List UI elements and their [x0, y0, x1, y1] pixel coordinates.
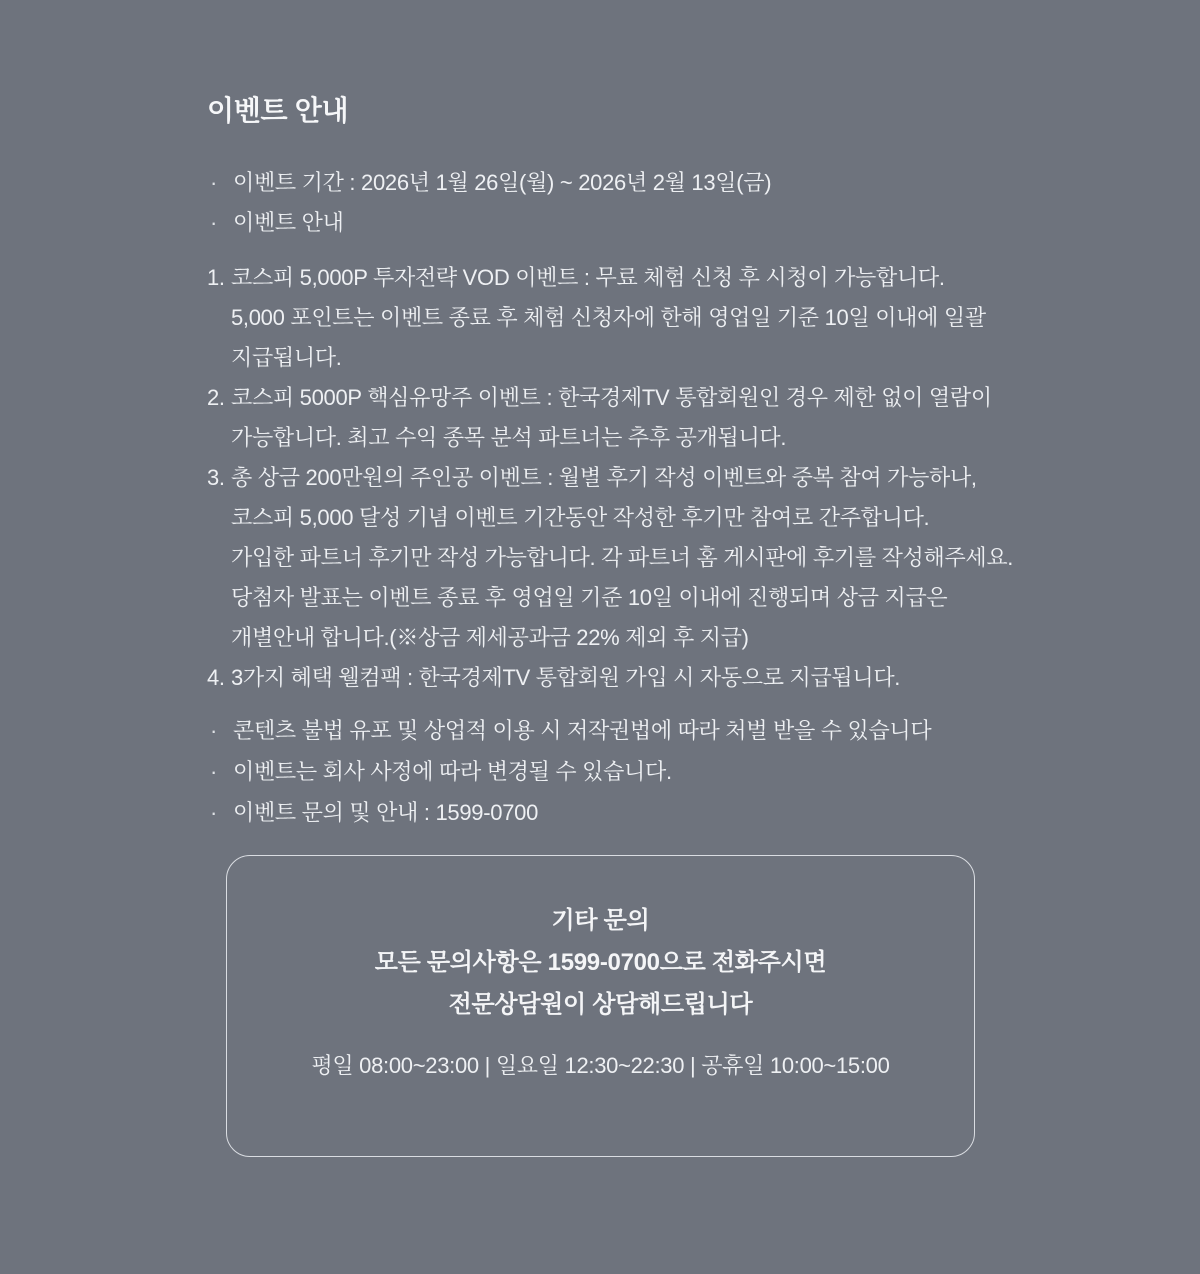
contact-box	[226, 855, 975, 1157]
event-period-text: 이벤트 기간 : 2026년 1월 26일(월) ~ 2026년 2월 13일(금)	[233, 170, 772, 195]
change-notice-text: 이벤트는 회사 사정에 따라 변경될 수 있습니다.	[233, 759, 672, 784]
item-text-block	[231, 378, 992, 458]
item-text-line: 코스피 5000P 핵심유망주 이벤트 : 한국경제TV 통합회원인 경우 제한 없이 열람이	[231, 385, 992, 410]
event-guide-text: 이벤트 안내	[233, 210, 344, 235]
item-text-line: 5,000 포인트는 이벤트 종료 후 체험 신청자에 한해 영업일 기준 10일 이내에 일괄	[231, 305, 986, 330]
contact-box-agent-line: 전문상담원이 상담해드립니다	[448, 991, 753, 1018]
bullet-dot-icon: ·	[210, 759, 218, 784]
bullet-dot-icon: ·	[210, 210, 218, 235]
item-number: 3.	[207, 465, 225, 490]
item-number: 4.	[207, 665, 225, 690]
list-item-copyright-notice	[207, 710, 1100, 751]
contact-box-hours: 평일 08:00~23:00 | 일요일 12:30~22:30 | 공휴일 10:00~15:00	[311, 1053, 890, 1078]
contact-box-title: 기타 문의	[551, 907, 650, 934]
item-number: 1.	[207, 265, 225, 290]
item-text-line: 코스피 5,000 달성 기념 이벤트 기간동안 작성한 후기만 참여로 간주합니다.	[231, 505, 930, 530]
list-item-contact-notice	[207, 792, 1100, 833]
bullet-dot-icon: ·	[210, 170, 218, 195]
item-text-line: 총 상금 200만원의 주인공 이벤트 : 월별 후기 작성 이벤트와 중복 참여 가능하나,	[231, 465, 977, 490]
event-info-bullet-list	[207, 163, 1100, 243]
item-text-block	[231, 458, 1013, 658]
event-detail-item-2	[207, 378, 1100, 458]
item-text-line: 가입한 파트너 후기만 작성 가능합니다. 각 파트너 홈 게시판에 후기를 작성해주세요.	[231, 545, 1014, 570]
page-title: 이벤트 안내	[207, 95, 349, 126]
item-text-line: 코스피 5,000P 투자전략 VOD 이벤트 : 무료 체험 신청 후 시청이 가능합니다.	[231, 265, 945, 290]
event-detail-item-4	[207, 658, 1100, 698]
notice-bullet-list	[207, 710, 1100, 833]
item-text-line: 개별안내 합니다.(※상금 제세공과금 22% 제외 후 지급)	[231, 625, 749, 650]
event-detail-item-1	[207, 258, 1100, 378]
event-detail-list	[207, 258, 1100, 698]
item-text-line: 가능합니다. 최고 수익 종목 분석 파트너는 추후 공개됩니다.	[231, 425, 787, 450]
item-text-block	[231, 658, 900, 698]
item-text-line: 3가지 혜택 웰컴팩 : 한국경제TV 통합회원 가입 시 자동으로 지급됩니다.	[231, 665, 901, 690]
bullet-dot-icon: ·	[210, 800, 218, 825]
item-text-line: 지급됩니다.	[231, 345, 342, 370]
list-item-change-notice	[207, 751, 1100, 792]
copyright-notice-text: 콘텐츠 불법 유포 및 상업적 이용 시 저작권법에 따라 처벌 받을 수 있습니다	[233, 718, 932, 743]
item-text-line: 당첨자 발표는 이벤트 종료 후 영업일 기준 10일 이내에 진행되며 상금 지급은	[231, 585, 948, 610]
contact-box-phone-line: 모든 문의사항은 1599-0700으로 전화주시면	[374, 949, 827, 976]
list-item-event-period	[207, 163, 1100, 203]
list-item-event-guide	[207, 203, 1100, 243]
item-text-block	[231, 258, 986, 378]
event-detail-item-3	[207, 458, 1100, 658]
bullet-dot-icon: ·	[210, 718, 218, 743]
item-number: 2.	[207, 385, 225, 410]
contact-notice-text: 이벤트 문의 및 안내 : 1599-0700	[233, 800, 538, 825]
